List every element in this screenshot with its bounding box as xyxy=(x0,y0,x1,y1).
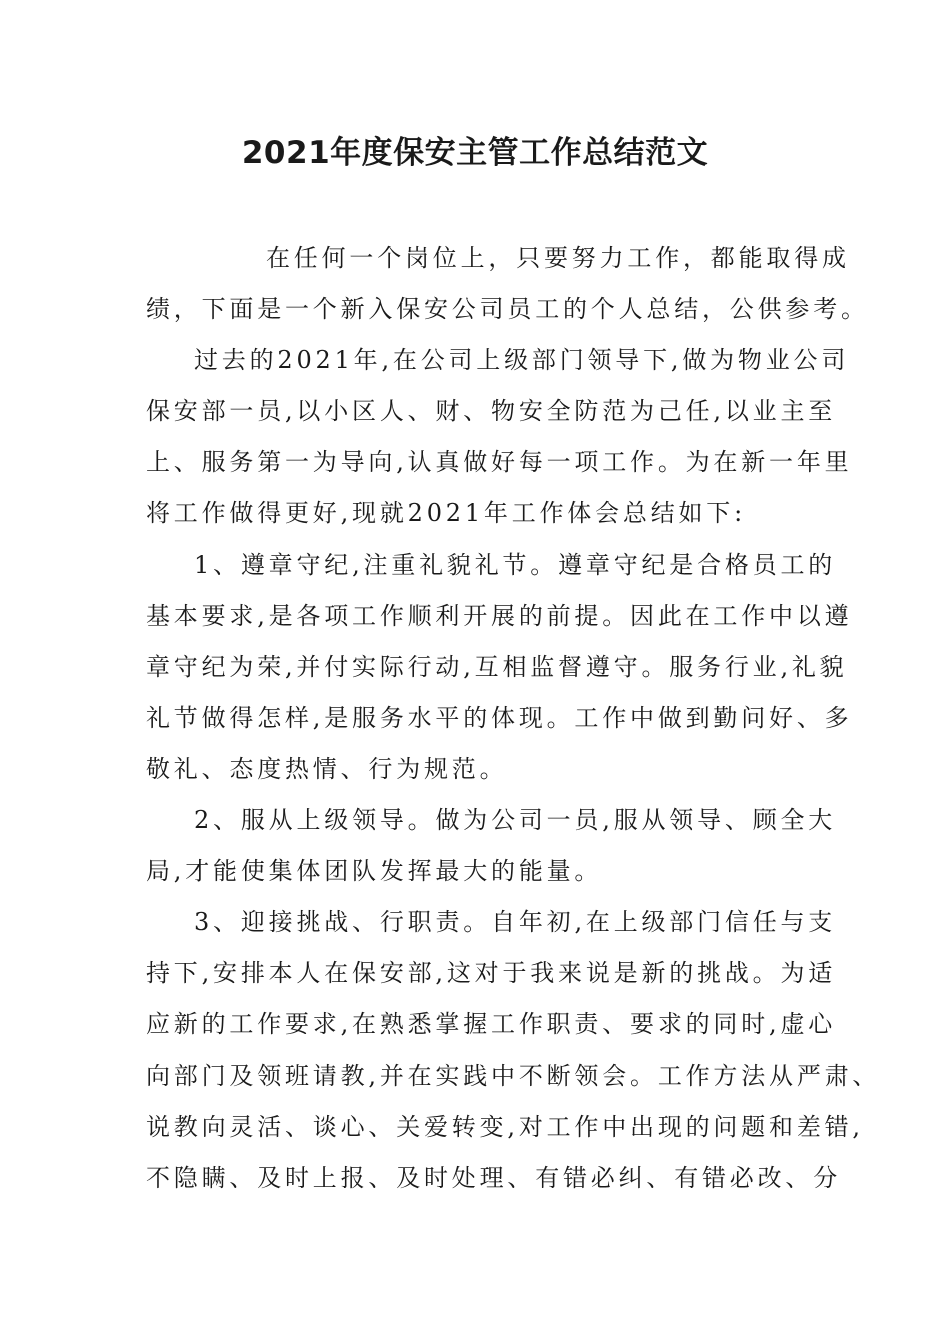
text-line: 过去的2021年,在公司上级部门领导下,做为物业公司 xyxy=(194,346,850,375)
text-line: 3、迎接挑战、行职责。自年初,在上级部门信任与支 xyxy=(194,908,837,937)
text-line: 向部门及领班请教,并在实践中不断领会。工作方法从严肃、 xyxy=(146,1061,881,1090)
text-line: 应新的工作要求,在熟悉掌握工作职责、要求的同时,虚心 xyxy=(146,1010,837,1039)
text-line: 说教向灵活、谈心、关爱转变,对工作中出现的问题和差错, xyxy=(146,1112,864,1141)
text-line: 局,才能使集体团队发挥最大的能量。 xyxy=(146,857,603,886)
text-line: 章守纪为荣,并付实际行动,互相监督遵守。服务行业,礼貌 xyxy=(146,652,848,681)
paragraph-intro xyxy=(146,233,869,335)
text-line: 在任何一个岗位上，只要努力工作，都能取得成 xyxy=(266,244,850,272)
document-title: 2021年度保安主管工作总结范文 xyxy=(241,135,709,171)
text-line: 1、遵章守纪,注重礼貌礼节。遵章守纪是合格员工的 xyxy=(194,550,837,579)
text-line: 基本要求,是各项工作顺利开展的前提。因此在工作中以遵 xyxy=(146,601,853,630)
paragraph-item-3 xyxy=(146,897,881,1204)
text-line: 将工作做得更好,现就2021年工作体会总结如下: xyxy=(146,499,746,528)
text-line: 2、服从上级领导。做为公司一员,服从领导、顾全大 xyxy=(194,806,837,835)
text-line: 持下,安排本人在保安部,这对于我来说是新的挑战。为适 xyxy=(146,959,837,988)
text-line: 不隐瞒、及时上报、及时处理、有错必纠、有错必改、分 xyxy=(146,1163,841,1192)
text-line: 上、服务第一为导向,认真做好每一项工作。为在新一年里 xyxy=(146,448,853,477)
paragraph-overview xyxy=(146,335,853,539)
text-line: 敬礼、态度热情、行为规范。 xyxy=(146,754,508,783)
paragraph-item-1 xyxy=(146,540,853,795)
paragraph-item-2 xyxy=(146,795,837,897)
document-body xyxy=(146,233,881,1204)
text-line: 绩，下面是一个新入保安公司员工的个人总结，公供参考。 xyxy=(146,295,869,324)
text-line: 保安部一员,以小区人、财、物安全防范为己任,以业主至 xyxy=(146,397,837,426)
text-line: 礼节做得怎样,是服务水平的体现。工作中做到勤问好、多 xyxy=(146,703,853,732)
